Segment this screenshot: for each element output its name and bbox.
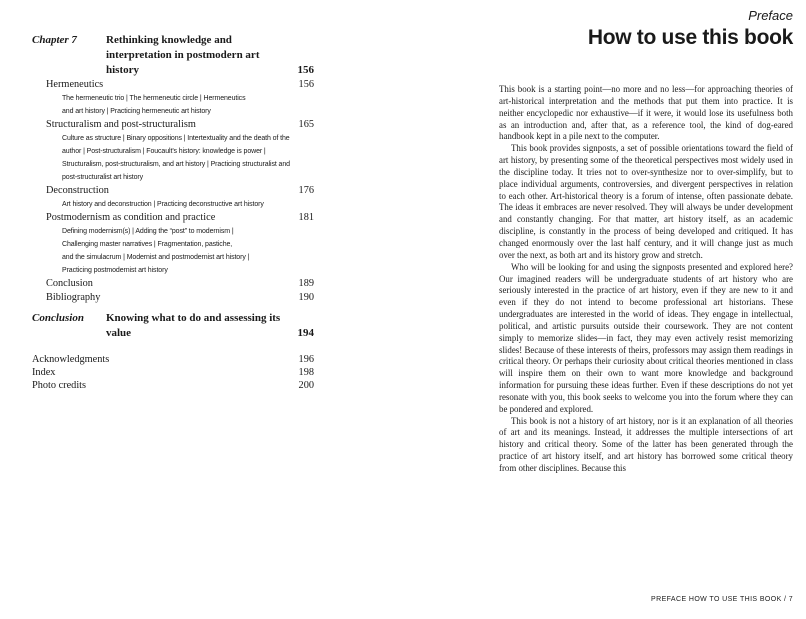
body-paragraph: This book is a starting point—no more and no less—for approaching theories of art-historical interpretation and the methods that put them into practice. It is neither encyclopedic nor exhaustive—if it were, it would lose its usefulness both as an introduction and, after that, as a reference tool, the kind of dog-eared handbook kept in a pile next to the computer. [499, 84, 793, 142]
chapter-page-number: 156 [297, 64, 314, 76]
toc-section [32, 118, 314, 132]
back-matter-page-number: 200 [298, 380, 314, 391]
table-of-contents [32, 33, 314, 392]
subsection-line: Art history and deconstruction | Practicing deconstructive art history [62, 201, 264, 208]
right-page [403, 0, 806, 619]
page-title: How to use this book [587, 26, 793, 49]
subsection-line: Defining modernism(s) | Adding the “post” to modernism | [62, 228, 234, 235]
conclusion-title: Knowing what to do and assessing its value [106, 312, 281, 339]
back-matter-title: Index [32, 367, 56, 378]
section-page-number: 189 [298, 278, 314, 289]
section-title: Structuralism and post-structuralism [46, 119, 196, 130]
subsection-line: Practicing postmodernist art history [62, 267, 168, 274]
toc-section [32, 277, 314, 291]
back-matter-entry [32, 353, 314, 366]
section-title: Deconstruction [46, 185, 109, 196]
back-matter-entry [32, 366, 314, 379]
body-paragraph: This book is not a history of art history, nor is it an explanation of all theories of art and its meanings. Instead, it addresses the multiple intersections of art history and critical theory. Some of the latter has been generated through the practice of art history itself, and art history has borrowed some critical theory from other disciplines. Because this [499, 415, 793, 473]
body-paragraph: This book provides signposts, a set of possible orientations toward the field of art history, by presenting some of the theoretical perspectives most widely used in the discipline today. It tries not to over-synthesize nor to over-simplify, but to place individual arguments, controversies, and divergent perspectives in relation to each other. Art-historical theory is a forum of intense, often passionate debate. The ideas it embraces are never resolved. They will always be under development and constantly changing. For that matter, art history itself, as an academic discipline, is constantly in the process of being developed and critiqued. It has changed enormously over the last half century, and it will change just as much over the next, as both art and its history grow and stretch. [499, 143, 793, 260]
section-page-number: 176 [298, 185, 314, 196]
chapter-label: Chapter 7 [32, 34, 77, 46]
section-title: Bibliography [46, 292, 101, 303]
subsection-line: Structuralism, post-structuralism, and art history | Practicing structuralist and [62, 161, 290, 168]
subsection-line: and the simulacrum | Modernist and postmodernist art history | [62, 254, 250, 261]
running-footer: PREFACE HOW TO USE THIS BOOK / 7 [651, 596, 793, 603]
section-page-number: 156 [298, 79, 314, 90]
subsection-line: post-structuralist art history [62, 174, 144, 181]
section-page-number: 190 [298, 292, 314, 303]
toc-section [32, 78, 314, 92]
back-matter-page-number: 198 [298, 367, 314, 378]
toc-section [32, 211, 314, 225]
section-page-number: 181 [298, 212, 314, 223]
subsection-line: Challenging master narratives | Fragmentation, pastiche, [62, 241, 233, 248]
back-matter-page-number: 196 [298, 354, 314, 365]
conclusion-label: Conclusion [32, 312, 84, 324]
back-matter-entry [32, 379, 314, 392]
preface-kicker: Preface [748, 8, 793, 23]
subsection-line: author | Post-structuralism | Foucault's history: knowledge is power | [62, 148, 266, 155]
conclusion-entry [32, 311, 314, 341]
toc-section [32, 184, 314, 198]
section-title: Conclusion [46, 278, 93, 289]
chapter-7-entry [32, 33, 314, 78]
subsection-line: Culture as structure | Binary oppositions | Intertextuality and the death of the [62, 135, 290, 142]
chapter-title: Rethinking knowledge and interpretation in postmodern art history [106, 34, 260, 76]
toc-section [32, 291, 314, 305]
body-paragraph: Who will be looking for and using the signposts presented and explored here? Our imagined readers will be undergraduate students of art history who are seriously interested in the practice of art history, even if they are new to it and even if they do not intend to become professional art historians. These undergraduates are interested in the world of ideas. They engage in intellectual, political, and artistic pursuits outside their coursework. They are not content simply to memorize slides—in fact, they may even actively resist memorizing slides! Because of these interests of theirs, professors may assign them readings in critical theory. Or perhaps their curiosity about critical theories mentioned in class will inspire them on their own to want more knowledge and background information for pursuing these ideas further. Even if these descriptions do not yet resonate with you, this book seeks to welcome you into the forum where they can be pondered and explored. [499, 261, 793, 414]
subsection-line: The hermeneutic trio | The hermeneutic circle | Hermeneutics [62, 95, 246, 102]
section-title: Hermeneutics [46, 79, 104, 90]
back-matter-title: Acknowledgments [32, 354, 110, 365]
conclusion-page-number: 194 [297, 327, 314, 339]
back-matter-title: Photo credits [32, 380, 87, 391]
section-title: Postmodernism as condition and practice [46, 212, 216, 223]
subsection-line: and art history | Practicing hermeneutic art history [62, 108, 211, 115]
preface-body [499, 84, 793, 475]
section-page-number: 165 [298, 119, 314, 130]
